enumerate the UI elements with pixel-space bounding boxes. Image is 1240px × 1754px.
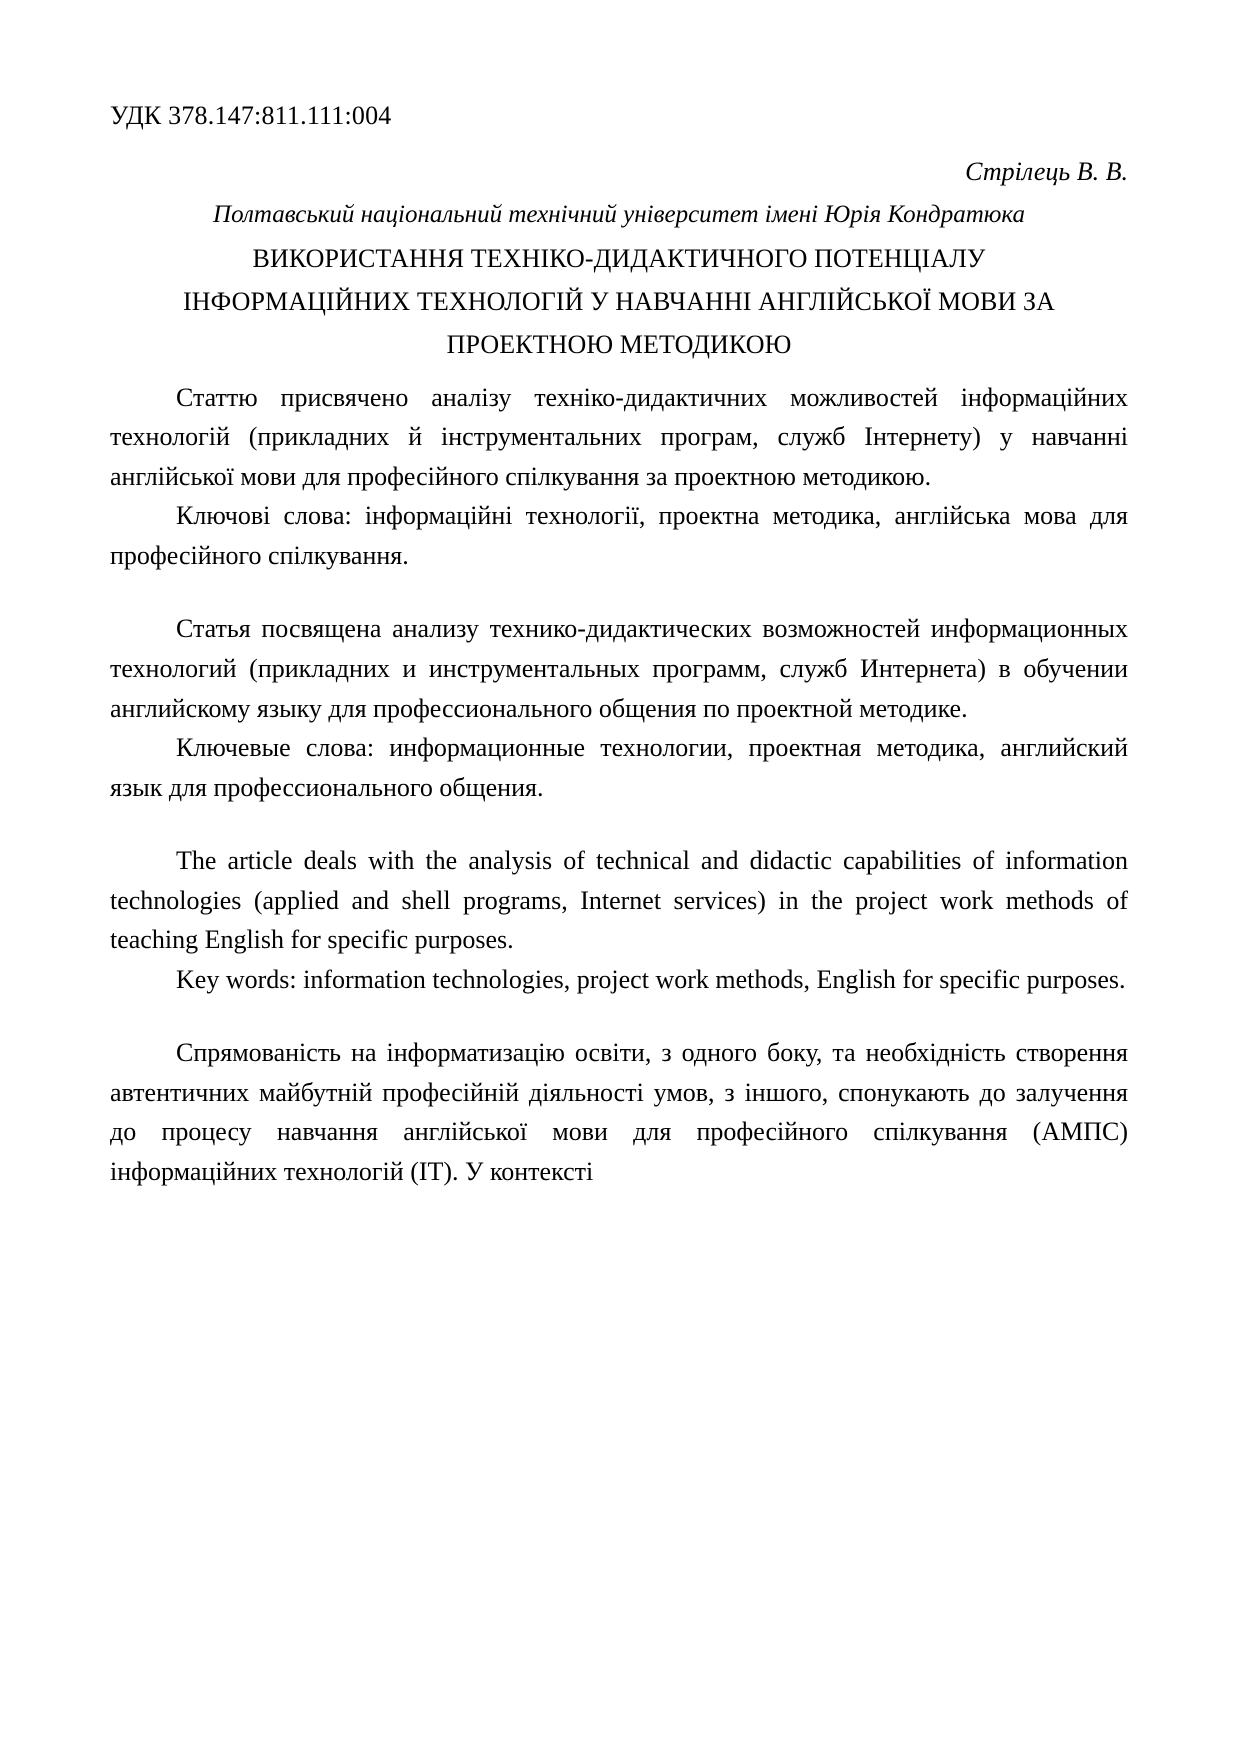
keywords-en: Key words: information technologies, project work methods, English for specific purposes.: [176, 964, 1126, 994]
intro-paragraph: Спрямованість на інформатизацію освіти, з одного боку, та необхідність створення автентичних майбутній професійній діяльності умов, з іншого, спонукають до залучення до процесу навчання англійської мови для професійного спілкування (АМПС) інформаційних технологій (ІТ). У контексті: [110, 1038, 1128, 1186]
spacer: [110, 370, 1128, 378]
affiliation: Полтавський національний технічний університет імені Юрія Кондратюка: [213, 201, 1025, 229]
spacer: [110, 575, 1128, 609]
article-title-line-1: ВИКОРИСТАННЯ ТЕХНІКО-ДИДАКТИЧНОГО ПОТЕНЦІАЛУ: [252, 244, 986, 274]
abstract-en: The article deals with the analysis of technical and didactic capabilities of information technologies (applied and shell programs, Internet services) in the project work methods of teaching English for specific purposes.: [110, 846, 1128, 955]
abstract-ru: Статья посвящена анализу технико-дидактических возможностей информационных технологий (прикладних и инструментальных программ, служб Интернета) в обучении английскому языку для профессионального общения по проектной методике.: [110, 614, 1128, 723]
keywords-ru: Ключевые слова: информационные технологии, проектная методика, английский язык для профессионального общения.: [110, 733, 1128, 802]
keywords-uk: Ключові слова: інформаційні технології, проектна методика, англійська мова для професійного спілкування.: [110, 501, 1128, 570]
spacer: [110, 807, 1128, 841]
author-name: Стрілець В. В.: [965, 157, 1128, 187]
abstract-uk: Статтю присвячено аналізу техніко-дидактичних можливостей інформаційних технологій (прикладних й інструментальних програм, служб Інтернету) у навчанні англійської мови для професійного спілкування за проектною методикою.: [110, 382, 1128, 491]
spacer: [110, 999, 1128, 1033]
article-title-line-2: ІНФОРМАЦІЙНИХ ТЕХНОЛОГІЙ У НАВЧАННІ АНГЛІЙСЬКОЇ МОВИ ЗА: [183, 287, 1055, 317]
udk-code: УДК 378.147:811.111:004: [110, 101, 392, 130]
article-title-line-3: ПРОЕКТНОЮ МЕТОДИКОЮ: [446, 330, 792, 359]
